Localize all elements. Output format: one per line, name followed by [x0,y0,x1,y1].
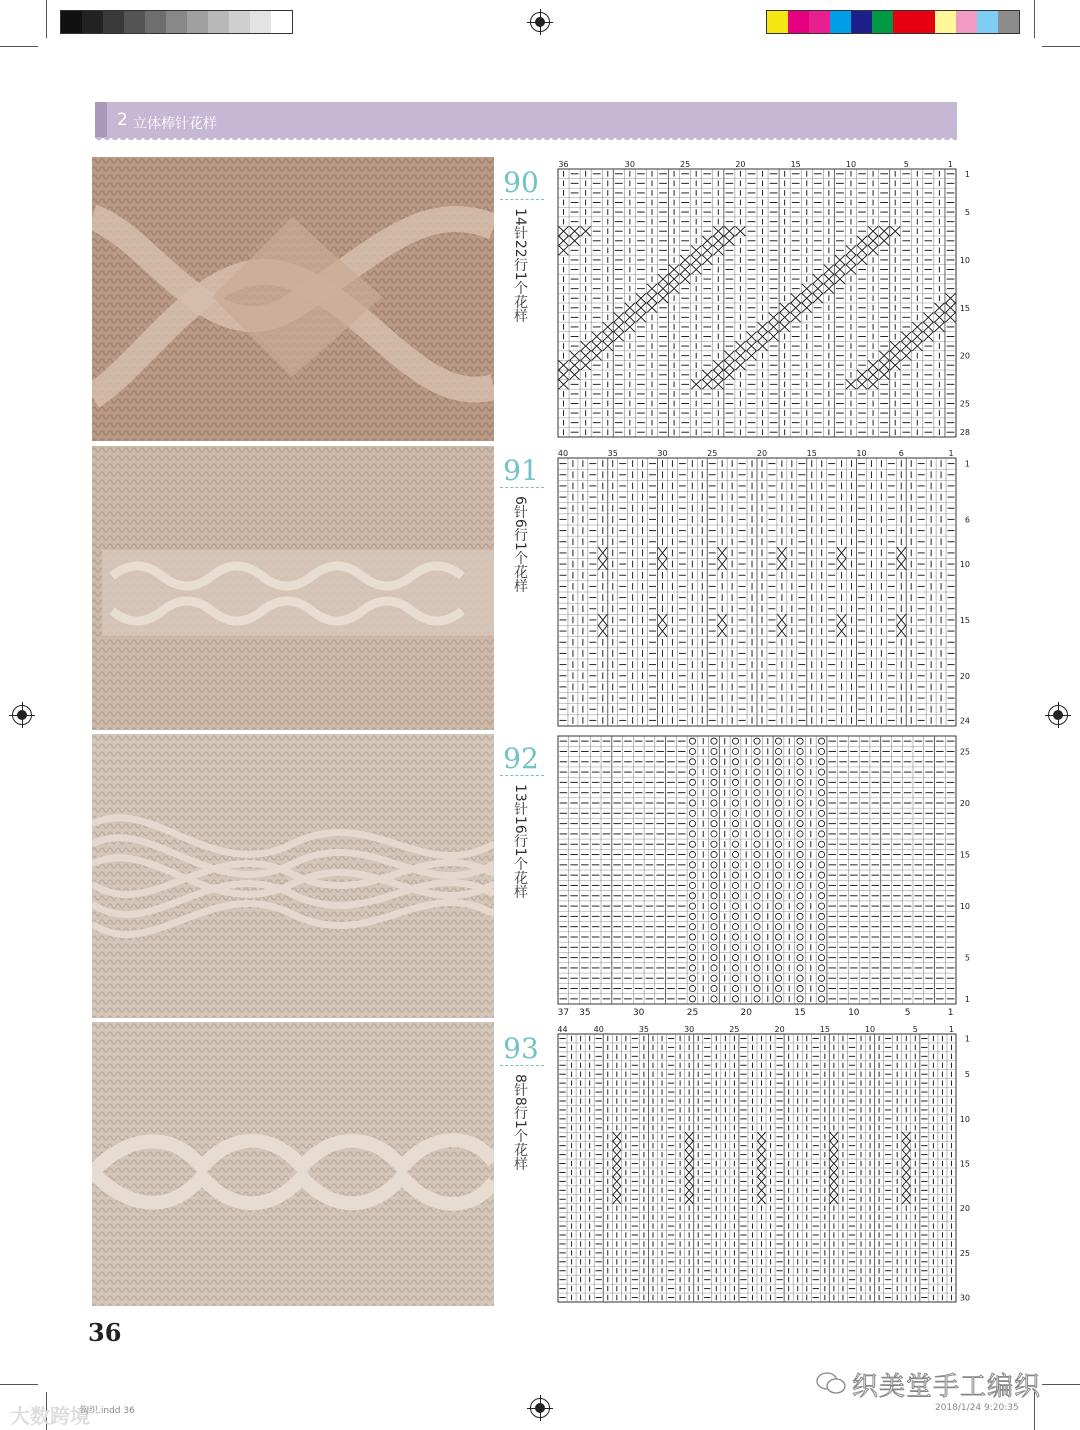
chart-row-label: 10 [959,1114,970,1124]
color-swatch [956,11,977,33]
crop-mark [0,1384,38,1385]
chart-row-label: 5 [964,953,970,963]
chart-row-label: 15 [959,303,970,313]
color-swatch [977,11,998,33]
chart-column-label: 40 [593,1025,604,1034]
chart-column-label: 20 [756,449,768,458]
process-color-bar [766,10,1020,34]
pattern-number-93: 93 [503,1032,539,1065]
chart-row-label: 20 [959,1204,970,1214]
chart-row-label: 1 [964,459,970,469]
chart-column-label: 30 [657,449,668,458]
registration-mark-right [1048,705,1068,725]
pattern-photo-93 [92,1022,494,1306]
chart-row-label: 20 [959,351,970,361]
chart-column-label: 40 [557,449,569,458]
chart-row-label: 5 [964,1070,970,1080]
chart-column-label: 35 [607,449,618,458]
chart-column-label: 1 [947,160,954,169]
rope-cable-swatch-icon [92,1022,494,1306]
chart-column-label: 20 [740,1008,752,1018]
header-scallop-edge [95,137,957,143]
pattern-description-93: 8针8行1个花样 [512,1074,528,1171]
chart-column-label: 25 [686,1008,699,1018]
chart-column-label: 44 [557,1025,568,1034]
print-date: 2018/1/24 9:20:35 [935,1403,1019,1413]
chart-column-label: 30 [632,1008,645,1018]
grayscale-color-bar [60,10,293,34]
chart-row-label: 1 [964,1034,970,1044]
color-swatch [250,11,271,33]
chart-column-label: 10 [864,1025,876,1034]
crop-mark [0,46,38,47]
header-tab [95,102,107,138]
chart-column-label: 10 [856,449,867,458]
chart-column-label: 1 [947,1008,954,1018]
color-swatch [229,11,250,33]
pattern-number-underline [500,199,544,200]
pattern-photo-90 [92,157,494,441]
chart-column-label: 15 [806,449,817,458]
registration-mark-bottom [530,1398,550,1418]
chart-column-label: 35 [579,1008,591,1018]
chart-row-label: 25 [959,747,970,757]
chart-row-label: 28 [959,428,970,438]
crop-mark [46,0,47,38]
chart-column-label: 15 [819,1025,830,1034]
chart-row-label: 15 [959,615,970,625]
pattern-photo-91 [92,446,494,730]
pattern-number-92: 92 [503,742,539,775]
chart-column-label: 20 [774,1025,785,1034]
knitting-chart-91 [556,446,974,730]
pattern-photo-92 [92,734,494,1018]
color-swatch [271,11,292,33]
pattern-number-underline [500,487,544,488]
chart-column-label: 5 [912,1025,918,1034]
color-swatch [187,11,208,33]
chart-row-label: 10 [959,255,970,265]
knitting-chart-90 [556,157,974,441]
registration-mark-top [530,12,550,32]
chart-row-label: 20 [959,799,970,808]
color-swatch [767,11,788,33]
chart-row-label: 30 [959,1293,970,1303]
pattern-number-underline [500,775,544,776]
chart-column-label: 37 [557,1008,570,1018]
section-header [95,102,957,138]
color-swatch [935,11,956,33]
pattern-number-90: 90 [503,166,539,199]
pattern-number-underline [500,1065,544,1066]
color-swatch [809,11,830,33]
chart-row-label: 5 [964,208,970,218]
crop-mark [1042,1384,1080,1385]
chart-row-label: 15 [959,1159,970,1169]
chart-row-label: 25 [959,399,970,409]
chart-row-label: 25 [959,1248,970,1258]
color-swatch [208,11,229,33]
color-swatch [830,11,851,33]
chart-column-label: 1 [948,1025,955,1034]
diamond-cable-swatch-icon [92,157,494,441]
crop-mark [1042,46,1080,47]
color-swatch [145,11,166,33]
twisted-rib-cable-swatch-icon [92,734,494,1018]
chart-column-label: 6 [898,449,904,458]
wechat-icon [816,1372,846,1394]
pattern-description-91: 6针6行1个花样 [512,496,528,593]
color-swatch [61,11,82,33]
section-number: 2 [117,110,128,130]
chart-column-label: 30 [624,160,635,169]
pattern-description-92: 13针16行1个花样 [512,784,528,899]
source-mark: 大数跨境 [10,1404,90,1428]
color-swatch [872,11,893,33]
knitting-chart-92 [556,734,974,1018]
color-swatch [893,11,914,33]
chart-column-label: 5 [903,160,909,169]
chart-row-label: 20 [959,671,970,681]
color-swatch [914,11,935,33]
color-swatch [166,11,187,33]
page-number: 36 [88,1318,122,1347]
chart-column-label: 25 [707,449,718,458]
watermark-text: 织美堂手工编织 [852,1372,1042,1402]
color-swatch [82,11,103,33]
color-swatch [998,11,1019,33]
chart-column-label: 10 [845,160,857,169]
section-title: 立体棒针花样 [133,116,217,132]
knitting-chart-93 [556,1022,974,1306]
small-cable-band-swatch-icon [92,446,494,730]
pattern-number-91: 91 [503,454,539,487]
chart-column-label: 30 [684,1025,695,1034]
color-swatch [788,11,809,33]
chart-column-label: 10 [848,1008,860,1018]
pattern-description-90: 14针22行1个花样 [512,208,528,323]
chart-column-label: 20 [735,160,746,169]
chart-row-label: 10 [959,902,970,912]
crop-mark [1034,0,1035,38]
chart-row-label: 10 [959,560,970,570]
color-swatch [851,11,872,33]
chart-row-label: 24 [959,716,970,726]
chart-row-label: 1 [964,169,970,179]
chart-row-label: 1 [964,994,970,1004]
chart-row-label: 15 [959,850,970,860]
chart-column-label: 5 [904,1008,911,1018]
registration-mark-left [12,705,32,725]
color-swatch [124,11,145,33]
chart-column-label: 36 [558,160,569,169]
chart-column-label: 35 [638,1025,650,1034]
file-name: 钩织.indd 36 [80,1406,135,1416]
chart-column-label: 1 [948,449,954,458]
chart-column-label: 25 [680,160,691,169]
chart-row-label: 6 [964,515,970,525]
chart-column-label: 15 [790,160,801,169]
chart-column-label: 15 [794,1008,806,1018]
chart-column-label: 25 [729,1025,740,1034]
color-swatch [103,11,124,33]
